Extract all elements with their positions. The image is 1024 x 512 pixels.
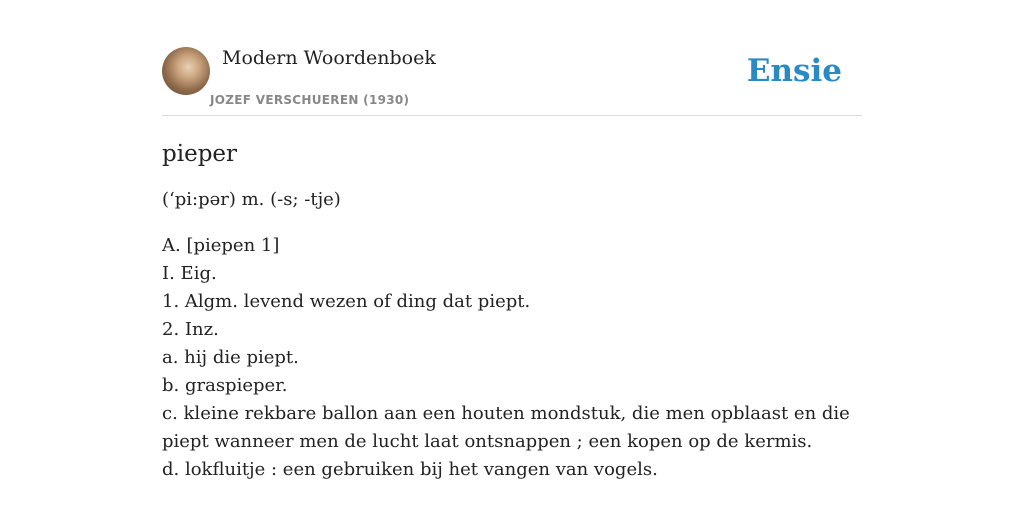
definition-line: b. graspieper. [162, 375, 288, 396]
definition-line: I. Eig. [162, 263, 217, 284]
dictionary-entry [162, 136, 862, 484]
definition-line: A. [piepen 1] [162, 235, 280, 256]
dictionary-header [162, 45, 862, 116]
definition-line: 1. Algm. levend wezen of ding dat piept. [162, 291, 531, 312]
brand-logo-link[interactable]: Ensie [746, 53, 842, 89]
definition-list [162, 232, 862, 484]
definition-line: 2. Inz. [162, 319, 219, 340]
definition-line: c. kleine rekbare ballon aan een houten mondstuk, die men opblaast en die piept wanneer men de lucht laat ontsnappen ; een kopen op de kermis. [162, 403, 850, 452]
dictionary-author: JOZEF VERSCHUEREN (1930) [210, 93, 410, 107]
dictionary-title[interactable]: Modern Woordenboek [222, 47, 436, 69]
definition-line: d. lokfluitje : een gebruiken bij het vangen van vogels. [162, 459, 658, 480]
author-portrait[interactable] [162, 47, 210, 95]
definition-line: a. hij die piept. [162, 347, 299, 368]
headword: pieper [162, 141, 238, 167]
pronunciation: (ʻpi:pər) m. (-s; -tje) [162, 189, 341, 210]
